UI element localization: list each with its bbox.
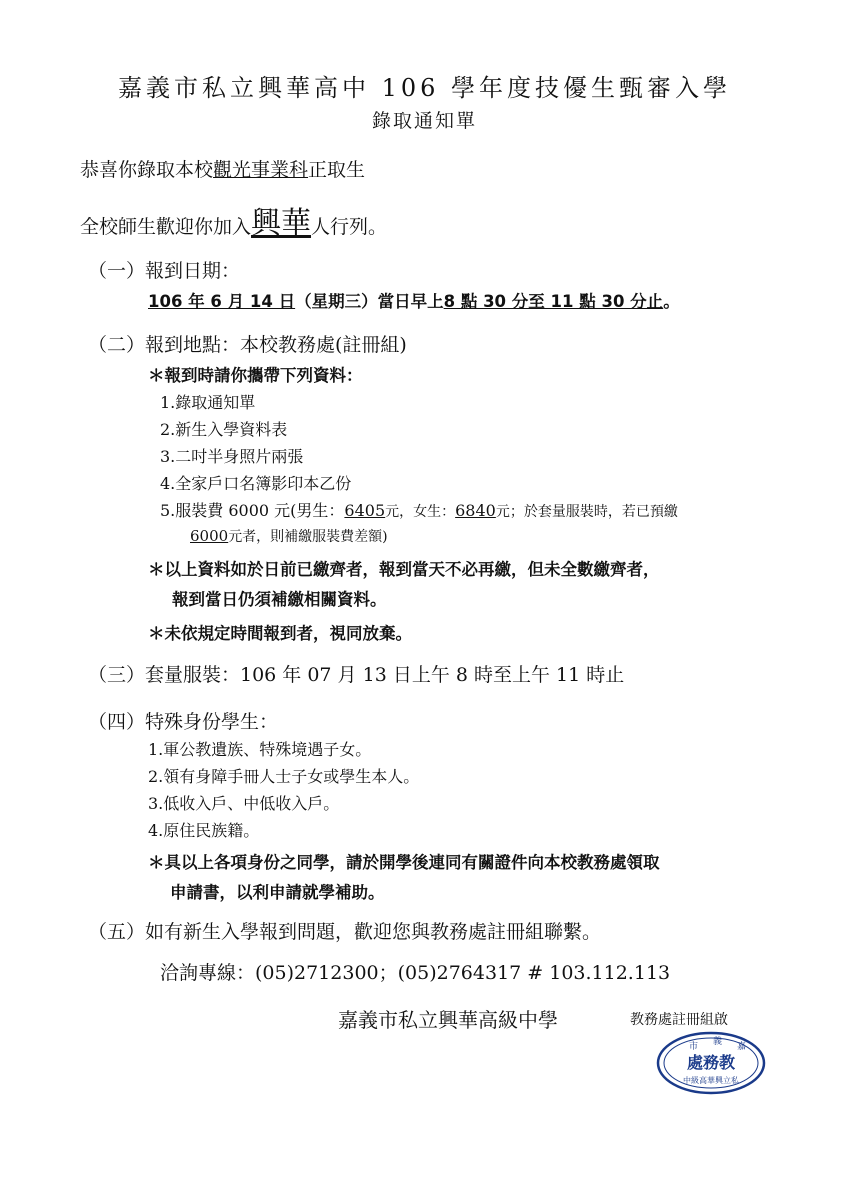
special-status-note-cont: 申請書，以利申請就學補助。 [170,883,385,902]
section-5-heading: （五）如有新生入學報到問題，歡迎您與教務處註冊組聯繫。 [88,921,602,943]
list-item: 3.二吋半身照片兩張 [160,447,304,466]
section-1-heading: （一）報到日期： [88,260,241,282]
school-full-name: 嘉義市私立興華高級中學 [338,1008,558,1032]
list-item: 4.全家戶口名簿影印本乙份 [160,474,352,493]
seal-top-char: 市 [689,1042,699,1052]
submission-note: ＊以上資料如於日前已繳齊者，報到當天不必再繳，但未全數繳齊者， [148,560,660,579]
seal-right-char: 嘉 [737,1042,747,1052]
seal-bottom-text: 中級高華興立私 [683,1076,739,1085]
uniform-fee-item-cont: 6000元者，則補繳服裝費差額) [190,527,388,545]
department-name: 觀光事業科 [213,159,309,181]
forfeit-note: ＊未依規定時間報到者，視同放棄。 [148,624,412,643]
hotline: 洽詢專線：(05)2712300；(05)2764317 # 103.112.113 [160,962,671,984]
list-item: 3.低收入戶、中低收入戶。 [148,794,340,813]
seal-center-text: 處務教 [686,1053,736,1072]
section-4-heading: （四）特殊身份學生： [88,711,279,733]
bring-note: ＊報到時請你攜帶下列資料： [148,366,363,385]
school-short-name: 興華 [251,206,312,241]
list-item: 1.錄取通知單 [160,393,256,412]
document-subtitle: 錄取通知單 [371,110,477,132]
section-2-heading: （二）報到地點：本校教務處(註冊組) [88,334,407,356]
office-signature: 教務處註冊組啟 [630,1012,728,1028]
welcome-line: 全校師生歡迎你加入興華人行列。 [80,206,388,241]
seal-top2-char: 義 [713,1037,723,1047]
list-item: 1.軍公教遺族、特殊境遇子女。 [148,740,372,759]
special-status-note: ＊具以上各項身份之同學，請於開學後連同有關證件向本校教務處領取 [148,853,660,872]
congrats-line: 恭喜你錄取本校觀光事業科正取生 [80,159,366,181]
list-item: 2.新生入學資料表 [160,420,288,439]
list-item: 2.領有身障手冊人士子女或學生本人。 [148,767,420,786]
report-time: 8 點 30 分至 11 點 30 分止 [443,292,664,311]
official-seal-stamp [655,1030,767,1096]
section-3-heading: （三）套量服裝：106 年 07 月 13 日上午 8 時至上午 11 時止 [88,664,625,686]
list-item: 4.原住民族籍。 [148,821,260,840]
report-date-line: 106 年 6 月 14 日（星期三）當日早上8 點 30 分至 11 點 30 分止。 [148,292,680,311]
uniform-fee-item: 5.服裝費 6000 元(男生：6405元，女生：6840元；於套量服裝時，若已預繳 [160,501,678,520]
document-title: 嘉義市私立興華高中 106 學年度技優生甄審入學 [117,74,732,102]
submission-note-cont: 報到當日仍須補繳相關資料。 [172,590,387,609]
